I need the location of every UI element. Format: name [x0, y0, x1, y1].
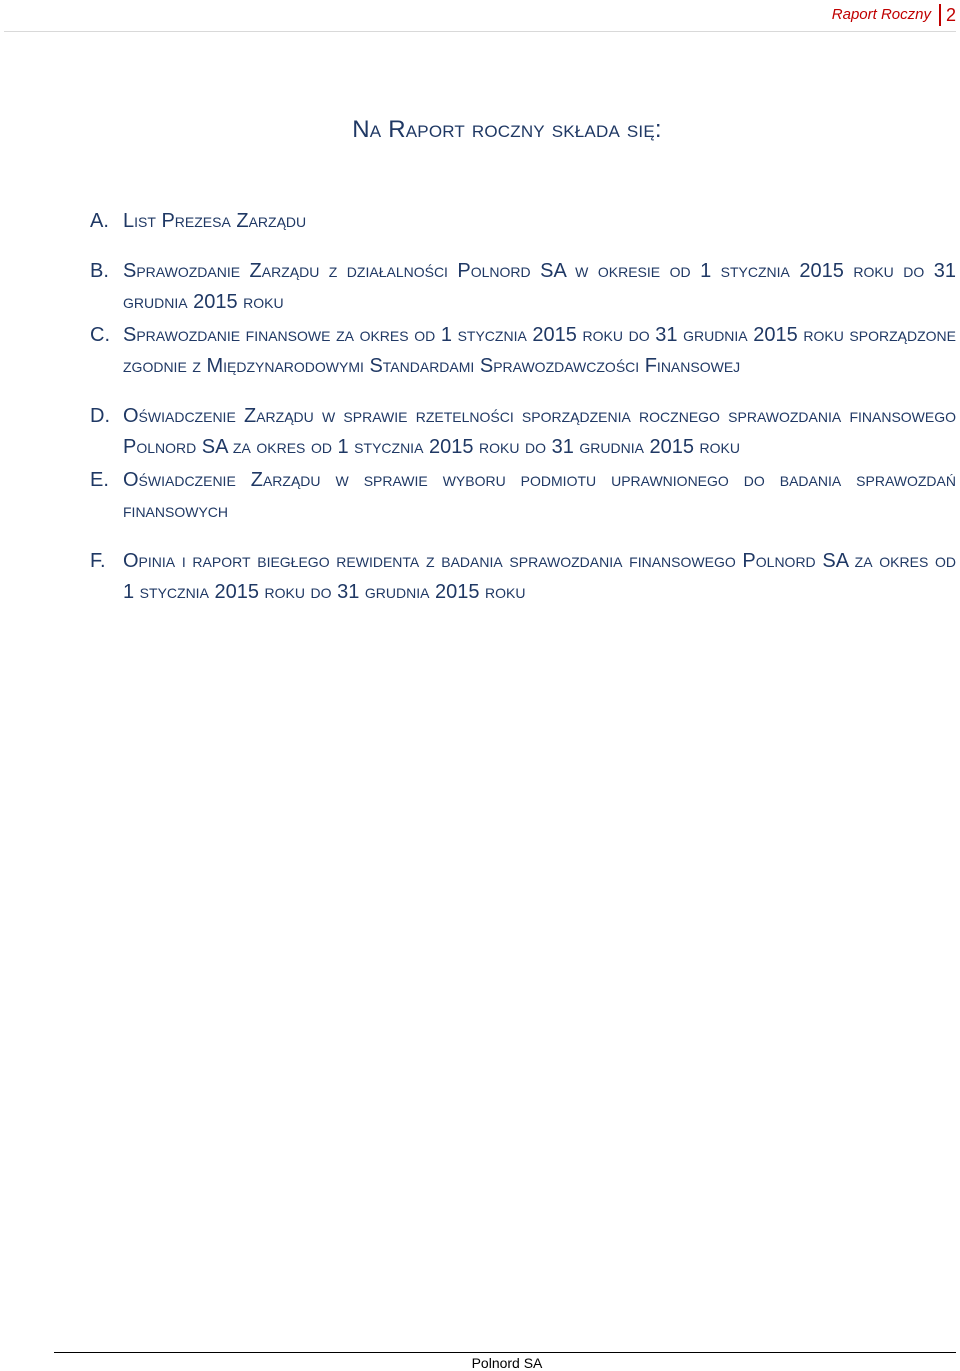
list-item-letter: A.: [90, 210, 109, 232]
list-item-letter: E.: [90, 469, 109, 491]
list-item-letter: F.: [90, 550, 106, 572]
header-divider: [4, 31, 956, 32]
list-item-a: [90, 206, 956, 237]
list-item-text: Sprawozdanie Zarządu z działalności Polnord SA w okresie od 1 stycznia 2015 roku do 31 grudnia 2015 roku: [123, 260, 956, 313]
list-item-text: Oświadczenie Zarządu w sprawie wyboru podmiotu uprawnionego do badania sprawozdań finansowych: [123, 469, 956, 522]
page-title: Na Raport roczny składa się:: [352, 116, 662, 143]
list-item-e: [90, 465, 956, 527]
header-title: Raport Roczny: [831, 6, 931, 23]
list-item-d: [90, 401, 956, 463]
footer-divider: [54, 1352, 956, 1353]
list-item-f: [90, 546, 956, 608]
page-header: [832, 0, 956, 30]
list-item-c: [90, 320, 956, 382]
footer-company: Polnord SA: [471, 1355, 543, 1371]
list-item-text: Opinia i raport biegłego rewidenta z badania sprawozdania finansowego Polnord SA za okres od 1 stycznia 2015 roku do 31 grudnia 2015 roku: [123, 550, 956, 603]
page-number: 2: [939, 4, 956, 26]
list-item-text: List Prezesa Zarządu: [123, 210, 307, 232]
list-item-text: Sprawozdanie finansowe za okres od 1 stycznia 2015 roku do 31 grudnia 2015 roku sporządzone zgodnie z Międzynarodowymi Standardami Sprawozdawczości Finansowej: [123, 324, 956, 377]
list-item-letter: B.: [90, 260, 109, 282]
list-item-b: [90, 256, 956, 318]
contents-list: [90, 206, 956, 627]
list-item-text: Oświadczenie Zarządu w sprawie rzetelności sporządzenia rocznego sprawozdania finansowego Polnord SA za okres od 1 stycznia 2015 roku do 31 grudnia 2015 roku: [123, 405, 956, 458]
list-item-letter: C.: [90, 324, 110, 346]
list-item-letter: D.: [90, 405, 110, 427]
